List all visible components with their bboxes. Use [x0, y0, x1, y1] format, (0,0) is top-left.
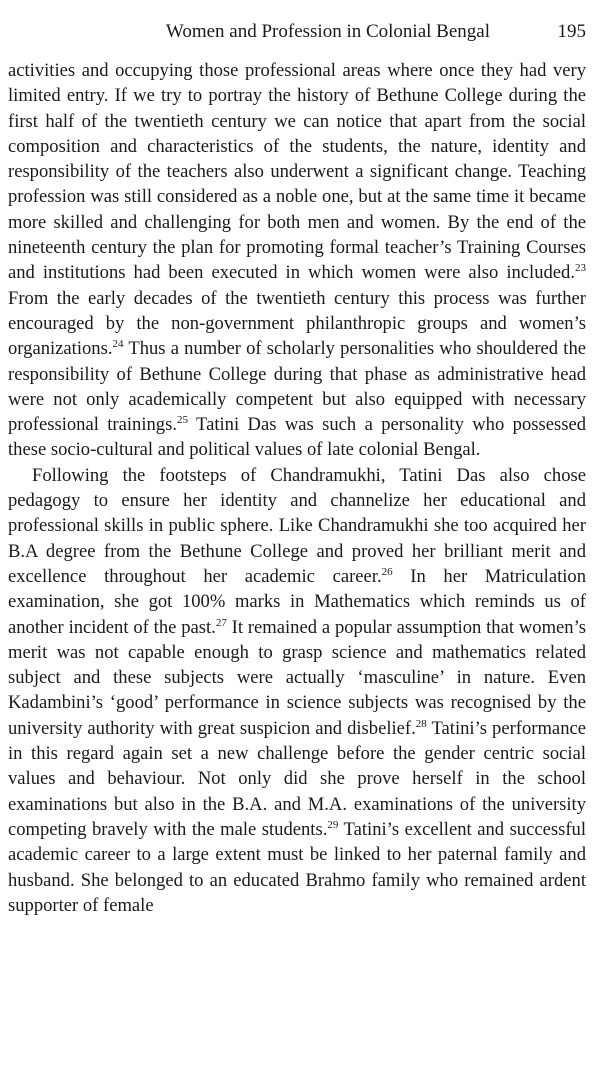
footnote-ref-29: 29: [327, 818, 339, 831]
paragraph-text: From the early decades of the twentieth century this process was further encouraged by the non-government philanthropic groups and women’s organizations.: [8, 287, 586, 360]
paragraph-text: Tatini’s performance in this regard again set a new challenge before the gender centric social values and behaviour. Not only did she prove herself in the school examinations but also in the B.A. and M.A. examinations of the university competing bravely with the male students.: [8, 717, 586, 840]
running-head: [8, 18, 586, 46]
page-number: 195: [557, 21, 586, 42]
paragraph-text: Following the footsteps of Chandramukhi, Tatini Das also chose pedagogy to ensure her identity and channelize her educational and professional skills in public sphere. Like Chandramukhi she too acquired her B.A degree from the Bethune College and proved her brilliant merit and excellence throughout her academic career.: [8, 464, 586, 587]
paragraph-text: Tatini’s excellent and successful academic career to a large extent must be linked to her paternal family and husband. She belonged to an educated Brahmo family who remained ardent supporter of female: [8, 818, 586, 916]
paragraph-1: [8, 58, 586, 463]
paragraph-text: In her Matriculation examination, she got 100% marks in Mathematics which reminds us of another incident of the past.: [8, 565, 586, 638]
paragraph-text: Thus a number of scholarly personalities who shouldered the responsibility of Bethune College during that phase as administrative head were not only academically competent but also equipped with necessary professional trainings.: [8, 338, 586, 436]
footnote-ref-25: 25: [176, 413, 188, 426]
paragraph-text: It remained a popular assumption that women’s merit was not capable enough to grasp science and mathematics related subject and these subjects were actually ‘masculine’ in nature. Even Kadambini’s ‘good’ performance in science subjects was recognised by the university authority with great suspicion and disbelief.: [8, 616, 586, 739]
footnote-ref-26: 26: [381, 565, 393, 578]
paragraph-text: Tatini Das was such a personality who possessed these socio-cultural and political values of late colonial Bengal.: [8, 414, 586, 461]
body-text: [8, 58, 586, 918]
paragraph-text: activities and occupying those professional areas where once they had very limited entry. If we try to portray the history of Bethune College during the first half of the twentieth century we can notice that apart from the social composition and characteristics of the students, the nature, identity and responsibility of the teachers also underwent a significant change. Teaching profession was still considered as a noble one, but at the same time it became more skilled and challenging for both men and women. By the end of the nineteenth century the plan for promoting formal teacher’s Training Courses and institutions had been executed in which women were also included.: [8, 60, 586, 284]
footnote-ref-23: 23: [575, 262, 586, 275]
paragraph-2: [8, 463, 586, 918]
footnote-ref-27: 27: [215, 616, 227, 629]
running-title: Women and Profession in Colonial Bengal: [165, 21, 490, 42]
footnote-ref-24: 24: [112, 338, 124, 351]
footnote-ref-28: 28: [415, 717, 427, 730]
